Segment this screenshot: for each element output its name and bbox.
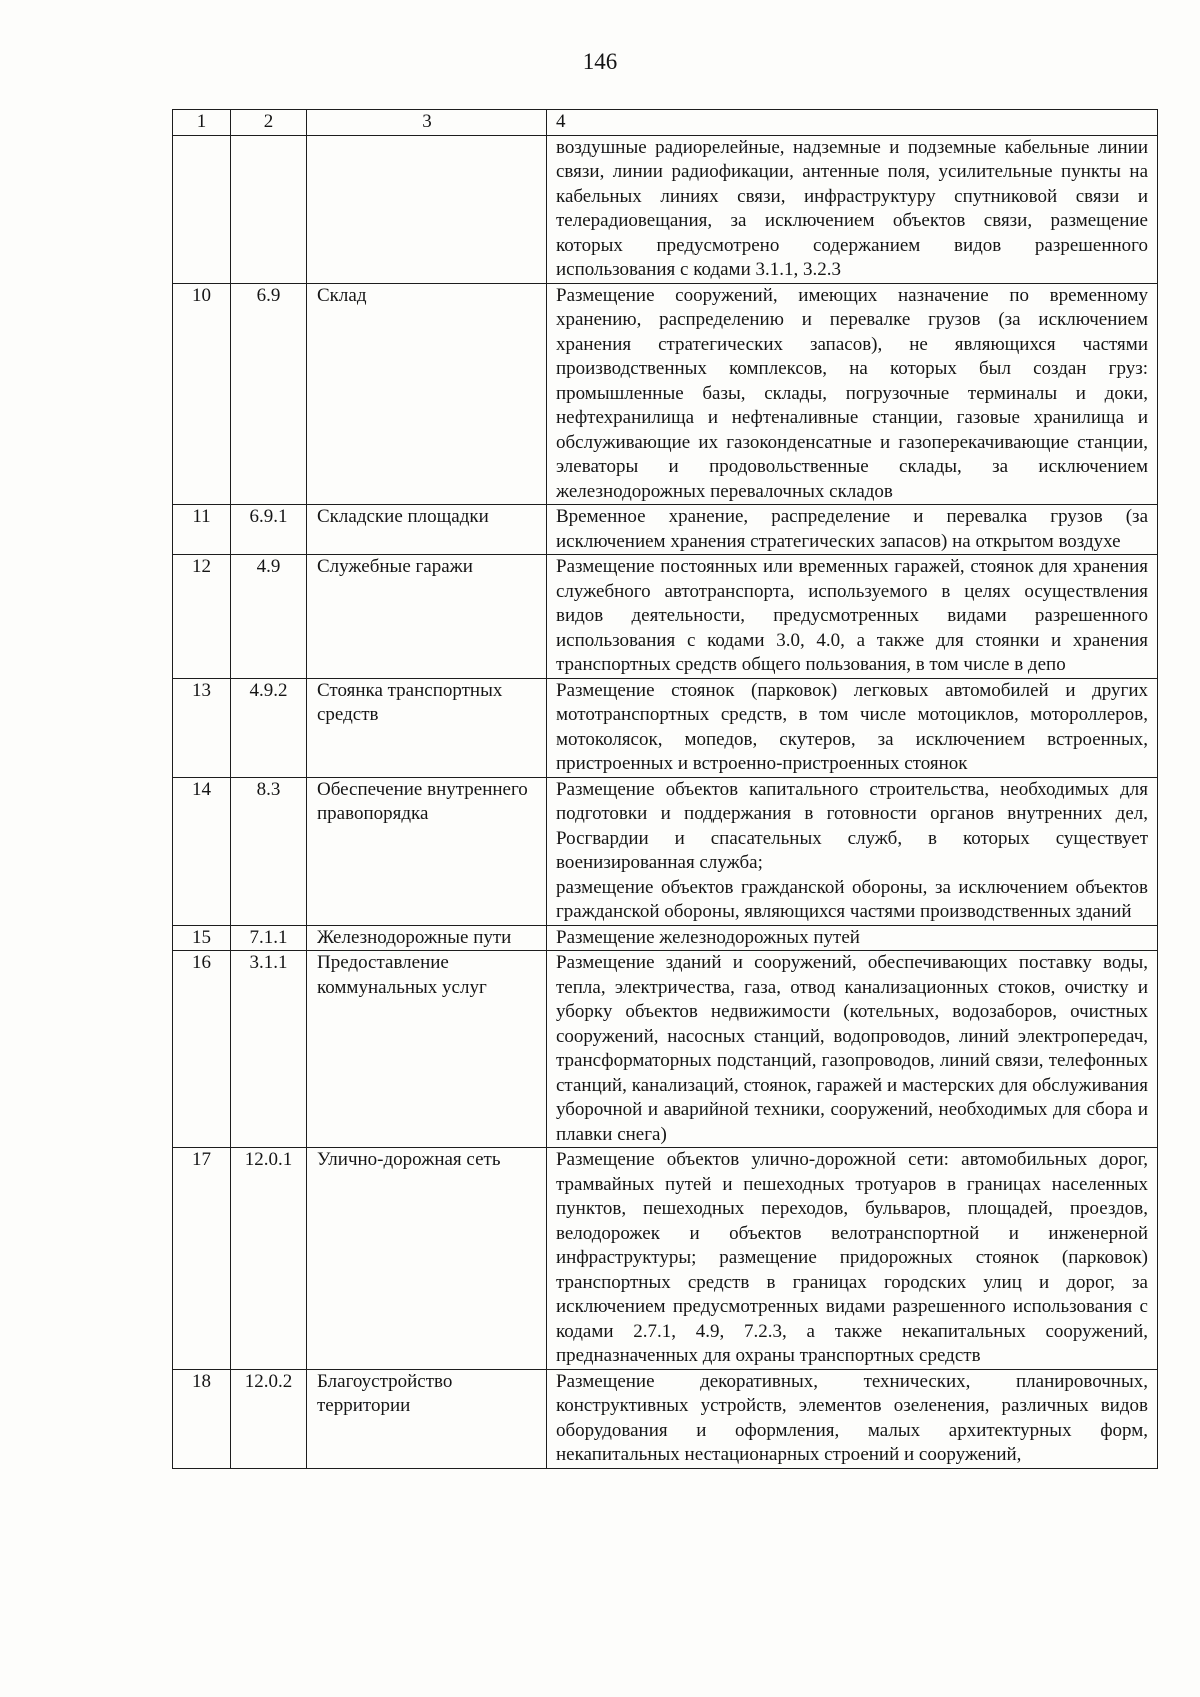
row-description (547, 555, 1158, 679)
row-number: 10 (173, 283, 231, 505)
row-description (547, 925, 1158, 951)
table-row (173, 1148, 1158, 1370)
row-description (547, 1148, 1158, 1370)
row-name: Предоставление коммунальных услуг (307, 951, 547, 1148)
row-code: 12.0.2 (231, 1369, 307, 1468)
table-row (173, 777, 1158, 925)
row-number: 12 (173, 555, 231, 679)
row-name: Складские площадки (307, 505, 547, 555)
row-code: 3.1.1 (231, 951, 307, 1148)
row-code: 4.9.2 (231, 678, 307, 777)
header-col-3: 3 (307, 110, 547, 136)
header-col-1: 1 (173, 110, 231, 136)
row-code: 8.3 (231, 777, 307, 925)
row-name: Благоустройство территории (307, 1369, 547, 1468)
description-paragraph: воздушные радиорелейные, надземные и подземные кабельные линии связи, линии радиофикации, антенные поля, усилительные пункты на кабельных линиях связи, инфраструктуру спутниковой связи и телерадиовещания, за исключением объектов связи, размещение которых предусмотрено содержанием видов разрешенного использования с кодами 3.1.1, 3.2.3 (556, 136, 1148, 280)
row-code: 4.9 (231, 555, 307, 679)
row-number: 13 (173, 678, 231, 777)
land-use-table (172, 109, 1158, 1469)
row-code: 7.1.1 (231, 925, 307, 951)
row-description (547, 777, 1158, 925)
table-row (173, 555, 1158, 679)
table-row (173, 951, 1158, 1148)
row-name (307, 135, 547, 283)
table-row (173, 135, 1158, 283)
row-number: 11 (173, 505, 231, 555)
description-paragraph: Размещение объектов улично-дорожной сети: автомобильных дорог, трамвайных путей и пешеходных тротуаров в границах населенных пунктов, пешеходных переходов, бульваров, площадей, проездов, велодорожек и объектов велотранспортной и инженерной инфраструктуры; размещение придорожных стоянок (парковок) транспортных средств в границах городских улиц и дорог, за исключением предусмотренных видами разрешенного использования с кодами 2.7.1, 4.9, 7.2.3, а также некапитальных сооружений, предназначенных для охраны транспортных средств (556, 1149, 1148, 1366)
row-number (173, 135, 231, 283)
description-paragraph: Размещение стоянок (парковок) легковых автомобилей и других мототранспортных средств, в том числе мотоциклов, мотороллеров, мотоколясок, мопедов, скутеров, за исключением встроенных, пристроенных и встроенно-пристроенных стоянок (556, 679, 1148, 774)
row-code: 6.9 (231, 283, 307, 505)
table-row (173, 1369, 1158, 1468)
table-row (173, 505, 1158, 555)
description-paragraph: Размещение железнодорожных путей (556, 926, 860, 948)
row-number: 14 (173, 777, 231, 925)
row-name: Железнодорожные пути (307, 925, 547, 951)
header-col-2: 2 (231, 110, 307, 136)
row-description (547, 135, 1158, 283)
table-row (173, 925, 1158, 951)
description-paragraph: Размещение зданий и сооружений, обеспечивающих поставку воды, тепла, электричества, газа, отвод канализационных стоков, очистку и уборку объектов недвижимости (котельных, водозаборов, очистных сооружений, насосных станций, водопроводов, линий электропередач, трансформаторных подстанций, газопроводов, линий связи, телефонных станций, канализаций, стоянок, гаражей и мастерских для обслуживания уборочной и аварийной техники, сооружений, необходимых для сбора и плавки снега) (556, 952, 1148, 1145)
description-paragraph: Размещение сооружений, имеющих назначение по временному хранению, распределению и перевалке грузов (за исключением хранения стратегических запасов), не являющихся частями производственных комплексов, на которых был создан груз: промышленные базы, склады, погрузочные терминалы и доки, нефтехранилища и нефтеналивные станции, газовые хранилища и обслуживающие их газоконденсатные и газоперекачивающие станции, элеваторы и продовольственные склады, за исключением железнодорожных перевалочных складов (556, 284, 1148, 502)
description-paragraph: размещение объектов гражданской обороны, за исключением объектов гражданской обороны, являющихся частями производственных зданий (556, 876, 1148, 922)
row-name: Улично-дорожная сеть (307, 1148, 547, 1370)
row-code: 12.0.1 (231, 1148, 307, 1370)
page-number: 146 (582, 49, 618, 74)
description-paragraph: Размещение декоративных, технических, планировочных, конструктивных устройств, элементов озеленения, различных видов оборудования и оформления, малых архитектурных форм, некапитальных нестационарных строений и сооружений, (556, 1370, 1148, 1465)
row-number: 16 (173, 951, 231, 1148)
table-header-row (173, 110, 1158, 136)
row-description (547, 678, 1158, 777)
row-number: 17 (173, 1148, 231, 1370)
header-col-4: 4 (547, 110, 1158, 136)
row-description (547, 283, 1158, 505)
description-paragraph: Размещение постоянных или временных гаражей, стоянок для хранения служебного автотранспорта, используемого в целях осуществления видов деятельности, предусмотренных видами разрешенного использования с кодами 3.0, 4.0, а также для стоянки и хранения транспортных средств общего пользования, в том числе в депо (556, 556, 1148, 675)
row-name: Служебные гаражи (307, 555, 547, 679)
row-name: Склад (307, 283, 547, 505)
row-code: 6.9.1 (231, 505, 307, 555)
row-description (547, 505, 1158, 555)
table-row (173, 678, 1158, 777)
description-paragraph: Временное хранение, распределение и перевалка грузов (за исключением хранения стратегических запасов) на открытом воздухе (556, 506, 1148, 552)
row-name: Обеспечение внутреннего правопорядка (307, 777, 547, 925)
row-number: 15 (173, 925, 231, 951)
row-description (547, 1369, 1158, 1468)
row-name: Стоянка транспортных средств (307, 678, 547, 777)
row-code (231, 135, 307, 283)
table-row (173, 283, 1158, 505)
row-number: 18 (173, 1369, 231, 1468)
row-description (547, 951, 1158, 1148)
description-paragraph: Размещение объектов капитального строительства, необходимых для подготовки и поддержания в готовности органов внутренних дел, Росгвардии и спасательных служб, в которых существует военизированная служба; (556, 778, 1148, 873)
